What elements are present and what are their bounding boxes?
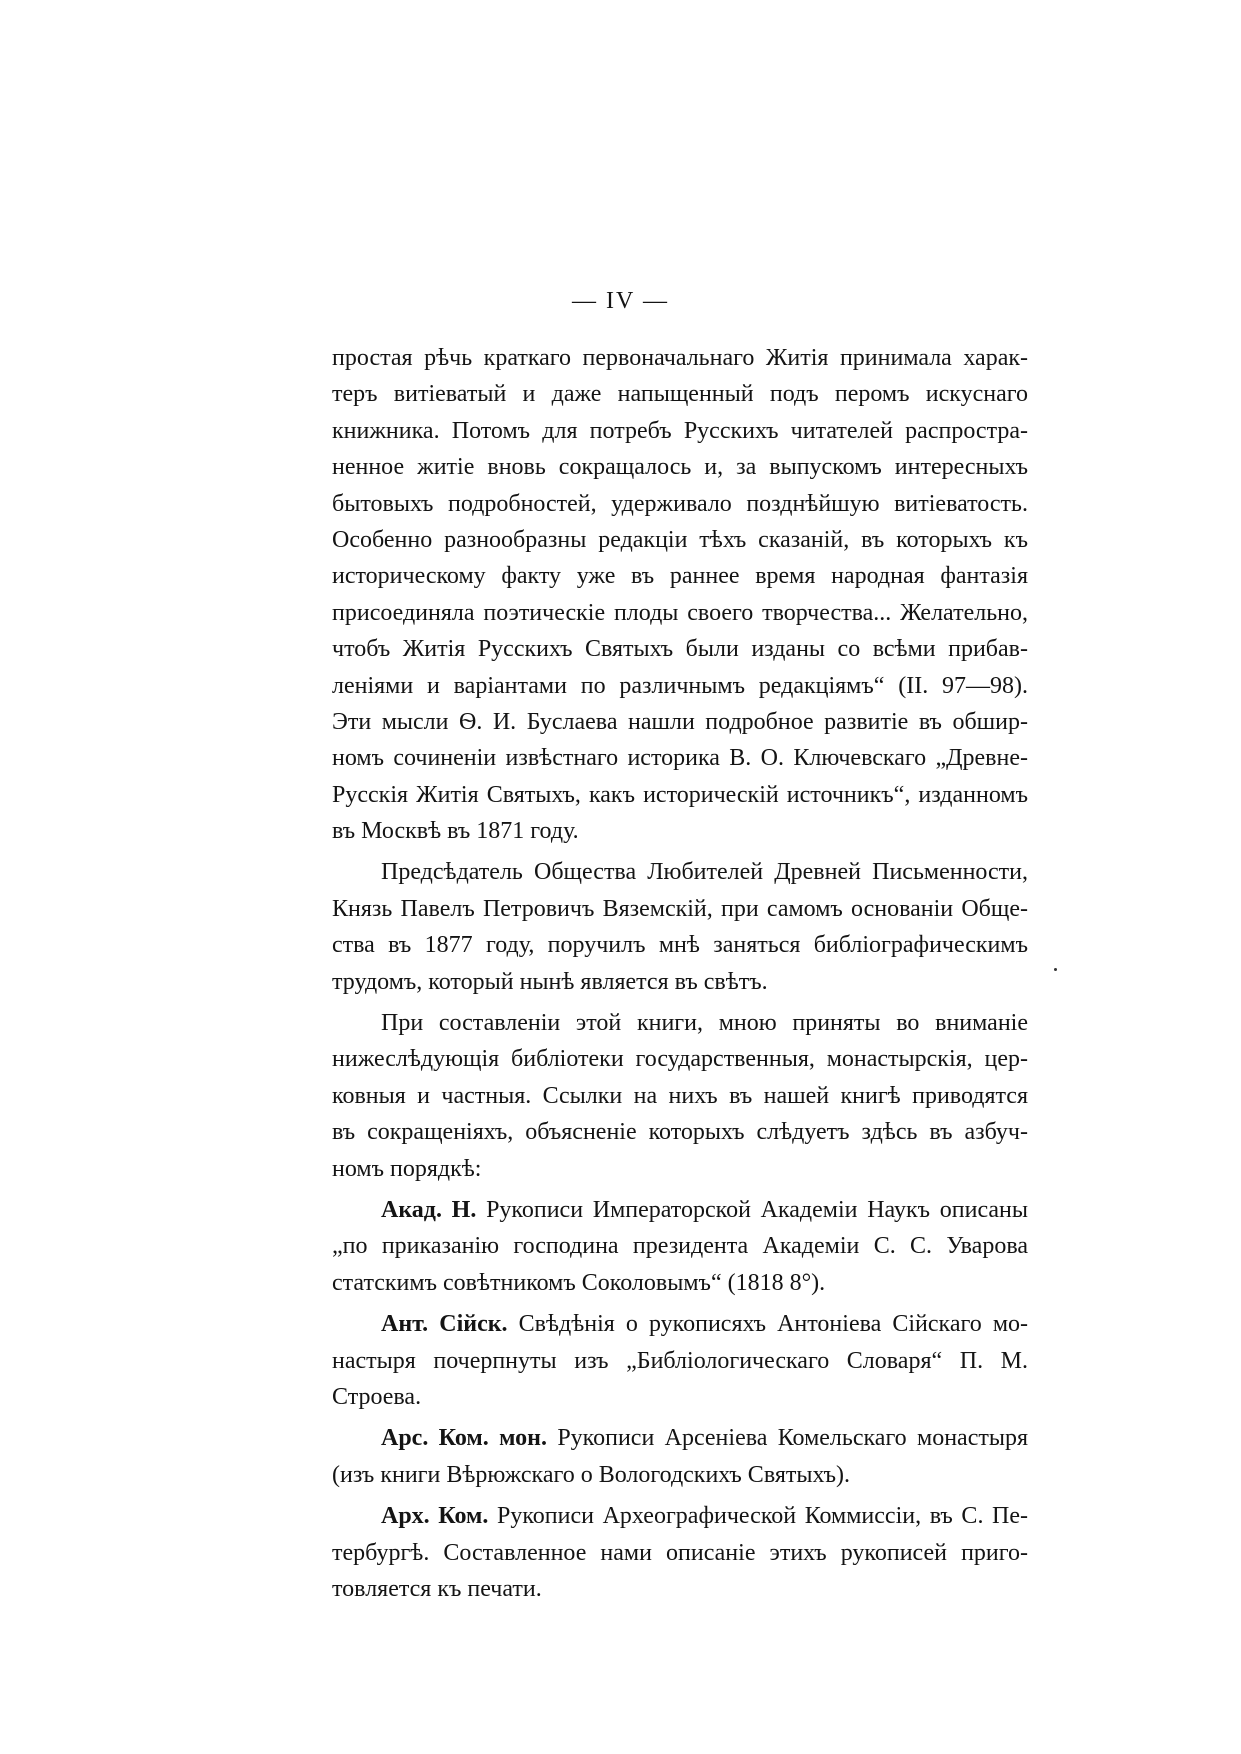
text-line: бытовыхъ подробностей, удерживало позднѣйшую витіеватость. bbox=[332, 490, 1028, 517]
entry-abbreviation: Арх. Ком. bbox=[381, 1503, 489, 1530]
entry-text: Рукописи Императорской Академіи Наукъ описаны bbox=[486, 1196, 1028, 1223]
entry-abbreviation: Ант. Сійск. bbox=[381, 1311, 508, 1338]
text-line: (изъ книги Вѣрюжскаго о Вологодскихъ Святыхъ). bbox=[332, 1461, 850, 1488]
text-line bbox=[332, 1420, 1028, 1456]
text-line: Эти мысли Ѳ. И. Буслаева нашли подробное развитіе въ обшир- bbox=[332, 708, 1028, 735]
text-line: въ Москвѣ въ 1871 году. bbox=[332, 818, 579, 845]
text-line: теръ витіеватый и даже напыщенный подъ перомъ искуснаго bbox=[332, 381, 1028, 408]
text-line: Предсѣдатель Общества Любителей Древней Письменности, bbox=[381, 859, 1028, 886]
text-line: ства въ 1877 году, поручилъ мнѣ заняться библіографическимъ bbox=[332, 932, 1028, 959]
text-line: Строева. bbox=[332, 1383, 422, 1410]
text-line: книжника. Потомъ для потребъ Русскихъ читателей распростра- bbox=[332, 417, 1028, 444]
text-line: въ сокращеніяхъ, объясненіе которыхъ слѣдуетъ здѣсь въ азбуч- bbox=[332, 1119, 1028, 1146]
text-line bbox=[332, 1498, 1028, 1534]
text-line: историческому факту уже въ раннее время народная фантазія bbox=[332, 563, 1028, 590]
text-line: Русскія Житія Святыхъ, какъ историческій источникъ“, изданномъ bbox=[332, 781, 1028, 808]
scan-speck bbox=[1054, 968, 1057, 971]
abbreviation-entry bbox=[332, 1498, 1028, 1607]
entry-text: Рукописи Археографической Коммиссіи, въ С. Пе- bbox=[497, 1503, 1028, 1530]
text-line: товляется къ печати. bbox=[332, 1575, 542, 1602]
text-line: настыря почерпнуты изъ „Библіологическаго Словаря“ П. М. bbox=[332, 1347, 1028, 1374]
text-line: ненное житіе вновь сокращалось и, за выпускомъ интересныхъ bbox=[332, 454, 1028, 481]
text-line: чтобъ Житія Русскихъ Святыхъ были изданы со всѣми прибав- bbox=[332, 636, 1028, 663]
abbreviation-entry bbox=[332, 1420, 1028, 1493]
text-line bbox=[332, 1192, 1028, 1228]
text-line: статскимъ совѣтникомъ Соколовымъ“ (1818 8°). bbox=[332, 1269, 826, 1296]
text-line: номъ порядкѣ: bbox=[332, 1155, 482, 1182]
text-line: нижеслѣдующія библіотеки государственныя, монастырскія, цер- bbox=[332, 1046, 1028, 1073]
text-line: тербургѣ. Составленное нами описаніе этихъ рукописей приго- bbox=[332, 1539, 1028, 1566]
text-line: Князь Павелъ Петровичъ Вяземскій, при самомъ основаніи Обще- bbox=[332, 895, 1028, 922]
paragraph bbox=[332, 854, 1028, 1000]
text-line: простая рѣчь краткаго первоначальнаго Житія принимала харак- bbox=[332, 345, 1028, 371]
entry-text: Рукописи Арсеніева Комельскаго монастыря bbox=[557, 1425, 1028, 1452]
text-line: При составленіи этой книги, мною приняты во вниманіе bbox=[381, 1010, 1028, 1037]
page-body bbox=[332, 340, 1028, 1607]
text-line: присоединяла поэтическіе плоды своего творчества... Желательно, bbox=[332, 599, 1028, 626]
page-number: — IV — bbox=[572, 288, 669, 314]
text-line: „по приказанію господина президента Академіи С. С. Уварова bbox=[332, 1233, 1028, 1260]
abbreviation-entry bbox=[332, 1306, 1028, 1415]
abbreviation-entry bbox=[332, 1192, 1028, 1301]
text-line: леніями и варіантами по различнымъ редакціямъ“ (II. 97—98). bbox=[332, 672, 1028, 699]
text-line: Особенно разнообразны редакціи тѣхъ сказаній, въ которыхъ къ bbox=[332, 526, 1028, 553]
paragraph bbox=[332, 340, 1028, 849]
entry-abbreviation: Акад. Н. bbox=[381, 1196, 477, 1223]
text-line: ковныя и частныя. Ссылки на нихъ въ нашей книгѣ приводятся bbox=[332, 1082, 1028, 1109]
entry-abbreviation: Арс. Ком. мон. bbox=[381, 1425, 547, 1452]
text-line: номъ сочиненіи извѣстнаго историка В. О. Ключевскаго „Древне- bbox=[332, 745, 1028, 772]
paragraph bbox=[332, 1005, 1028, 1187]
text-line bbox=[332, 1306, 1028, 1342]
text-line: трудомъ, который нынѣ является въ свѣтъ. bbox=[332, 968, 768, 995]
entry-text: Свѣдѣнія о рукописяхъ Антоніева Сійскаго мо- bbox=[518, 1311, 1028, 1338]
